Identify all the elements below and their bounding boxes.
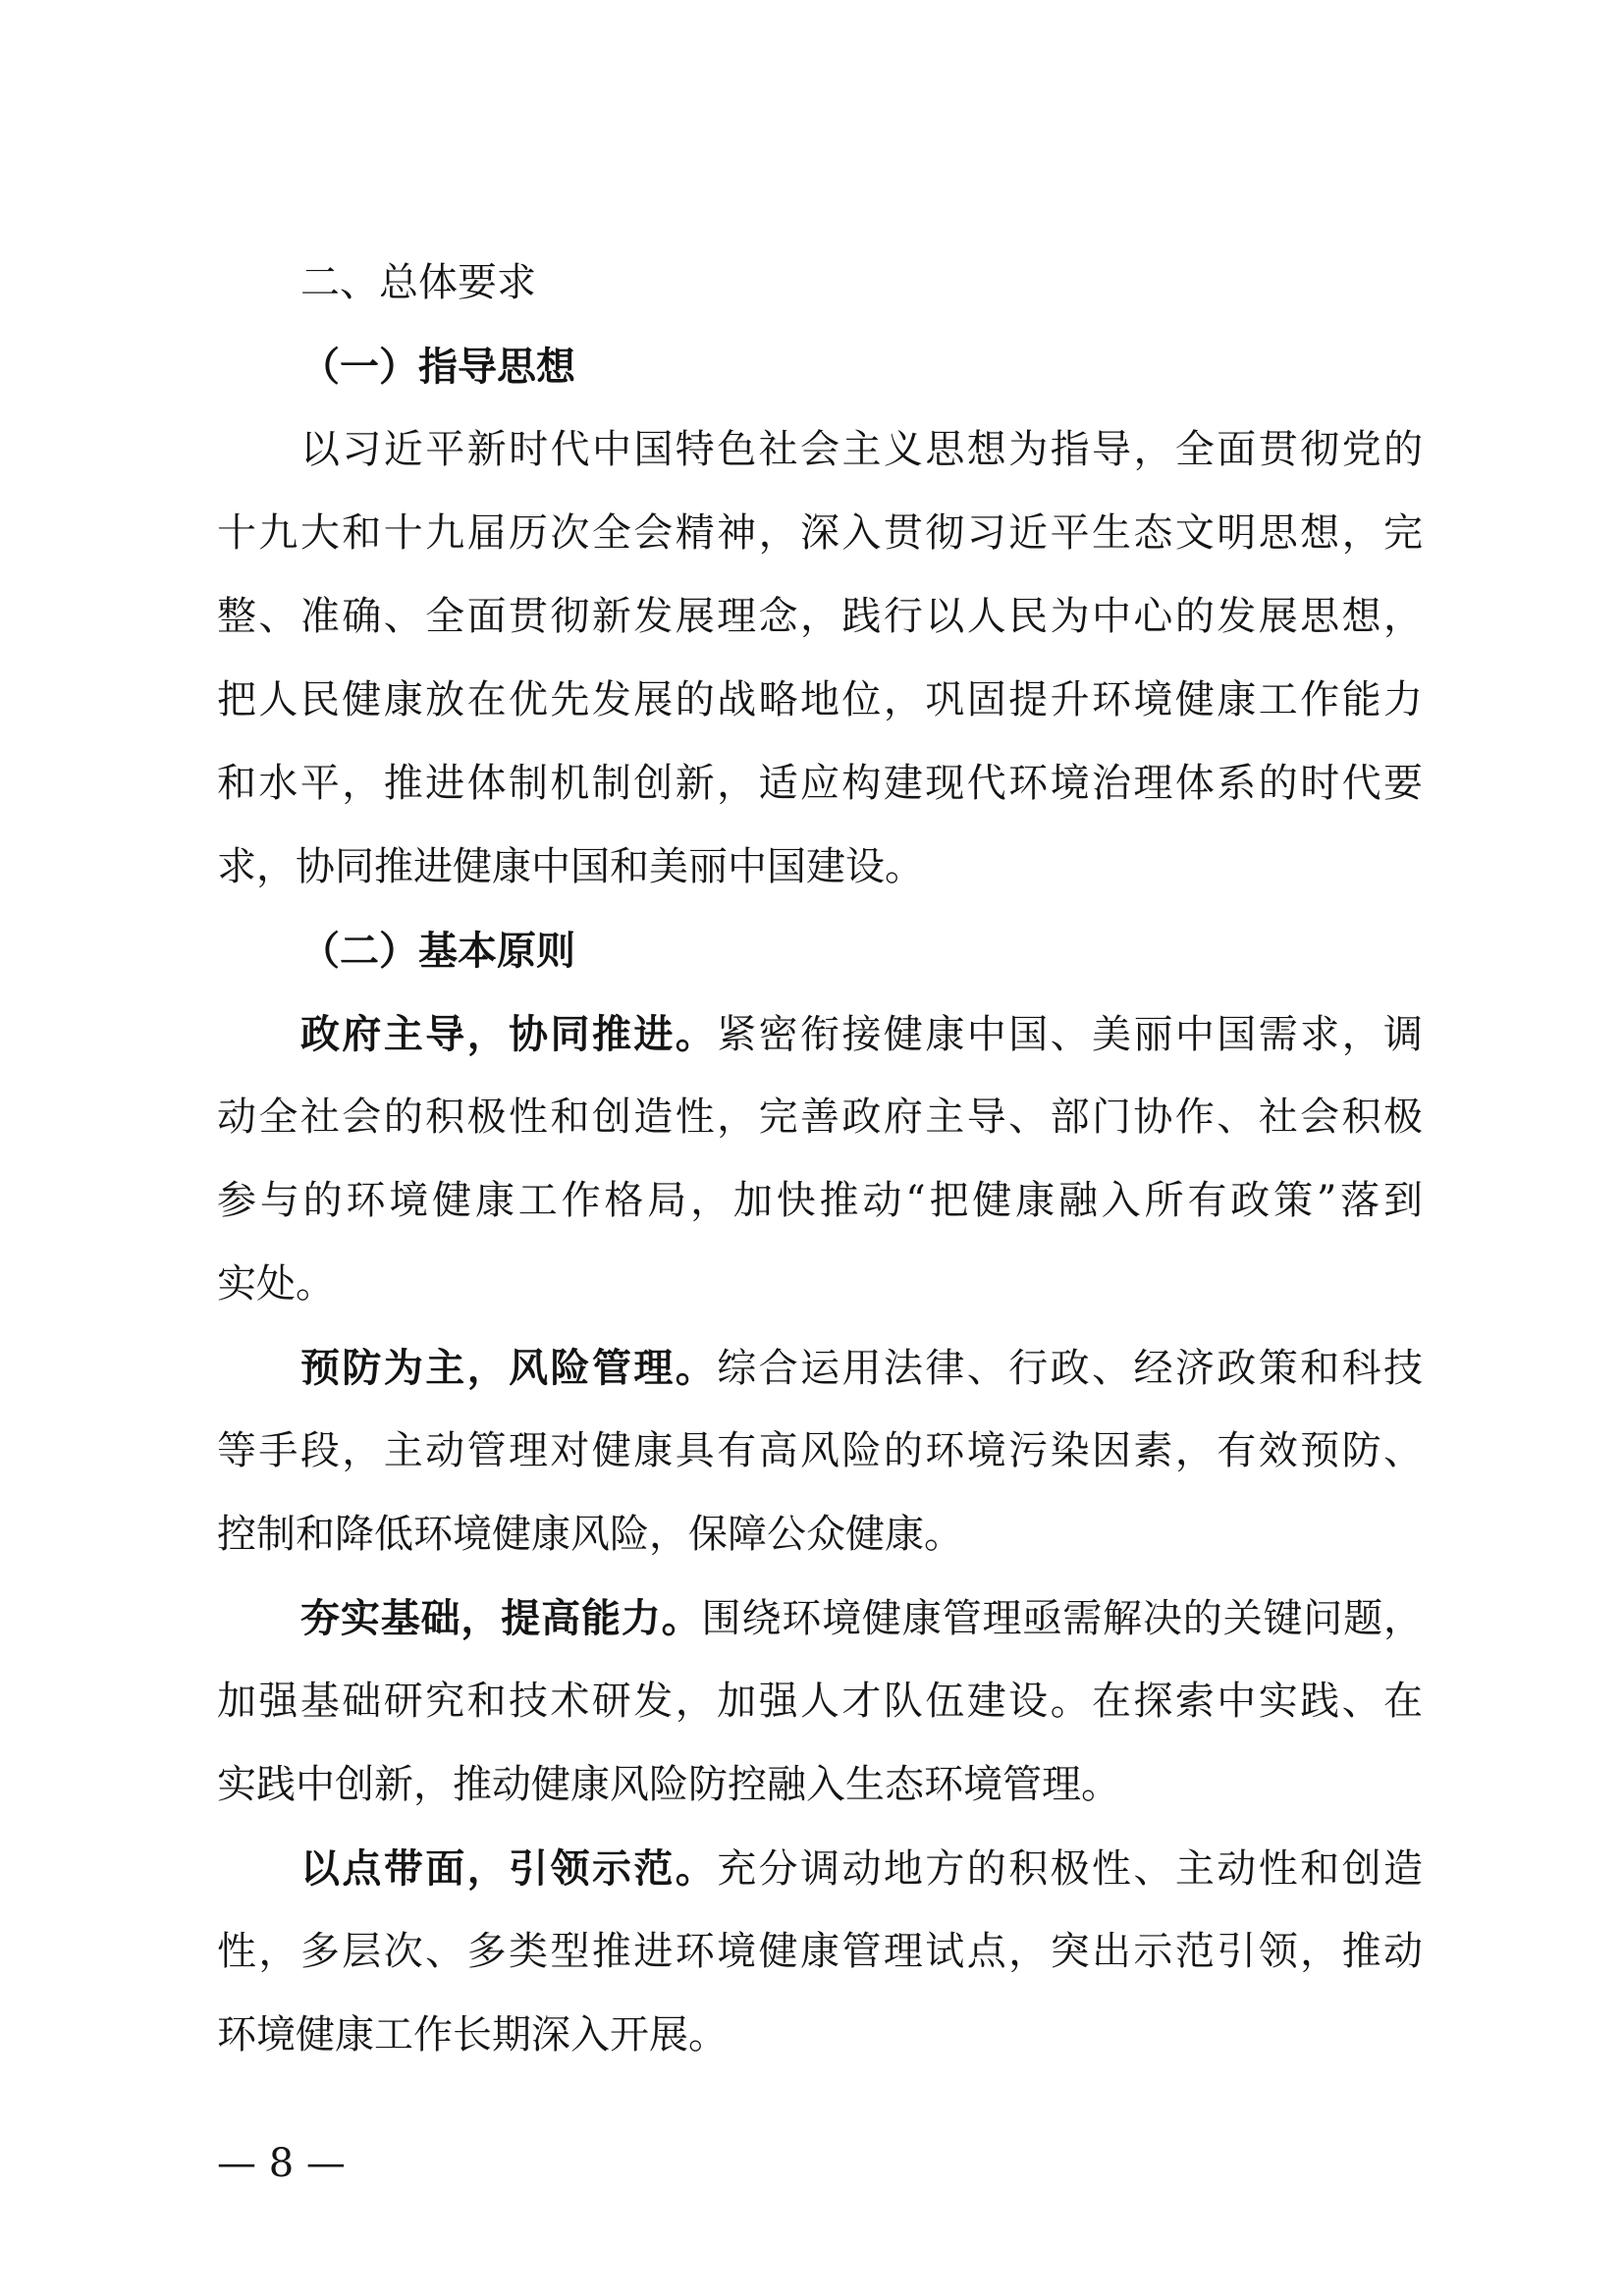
principle-lead: 夯实基础，提高能力。: [300, 1595, 702, 1641]
principle-first-line: [217, 1827, 1423, 1910]
principle-lead: 以点带面，引领示范。: [300, 1845, 718, 1892]
paragraph-line: 和水平，推进体制机制创新，适应构建现代环境治理体系的时代要: [217, 761, 1423, 806]
principle-first-line: [217, 1576, 1423, 1660]
paragraph-line: 加强基础研究和技术研发，加强人才队伍建设。在探索中实践、在: [217, 1679, 1423, 1724]
paragraph-line: 把人民健康放在优先发展的战略地位，巩固提升环境健康工作能力: [217, 677, 1423, 722]
page-number: — 8 —: [217, 2141, 346, 2186]
principle-text: 围绕环境健康管理亟需解决的关键问题，: [701, 1596, 1423, 1641]
paragraph-line: 以习近平新时代中国特色社会主义思想为指导，全面贯彻党的: [300, 427, 1423, 472]
paragraph-line: 等手段，主动管理对健康具有高风险的环境污染因素，有效预防、: [217, 1428, 1423, 1473]
principle-first-line: [217, 992, 1423, 1076]
section-heading: 二、总体要求: [300, 260, 536, 305]
paragraph-line: 性，多层次、多类型推进环境健康管理试点，突出示范引领，推动: [217, 1929, 1423, 1974]
paragraph-line: 整、准确、全面贯彻新发展理念，践行以人民为中心的发展思想，: [217, 594, 1423, 639]
document-body: [217, 241, 1423, 2077]
paragraph-line: 动全社会的积极性和创造性，完善政府主导、部门协作、社会积极: [217, 1095, 1423, 1140]
paragraph-line: 十九大和十九届历次全会精神，深入贯彻习近平生态文明思想，完: [217, 510, 1423, 556]
paragraph-line: 环境健康工作长期深入开展。: [217, 2012, 728, 2057]
paragraph-line: 实处。: [217, 1261, 335, 1307]
subheading-guiding-ideology: （一）指导思想: [300, 344, 575, 390]
principle-text: 紧密衔接健康中国、美丽中国需求，调: [717, 1012, 1423, 1057]
principle-lead: 预防为主，风险管理。: [300, 1345, 718, 1391]
principle-text: 充分调动地方的积极性、主动性和创造: [717, 1846, 1423, 1892]
principle-text: 综合运用法律、行政、经济政策和科技: [717, 1346, 1423, 1391]
principle-first-line: [217, 1326, 1423, 1410]
paragraph-line: 参与的环境健康工作格局，加快推动“把健康融入所有政策”落到: [217, 1178, 1423, 1223]
paragraph-line: 求，协同推进健康中国和美丽中国建设。: [217, 844, 924, 889]
paragraph-line: 控制和降低环境健康风险，保障公众健康。: [217, 1512, 963, 1557]
paragraph-line: 实践中创新，推动健康风险防控融入生态环境管理。: [217, 1762, 1120, 1807]
principle-lead: 政府主导，协同推进。: [300, 1011, 718, 1057]
subheading-basic-principles: （二）基本原则: [300, 928, 575, 974]
